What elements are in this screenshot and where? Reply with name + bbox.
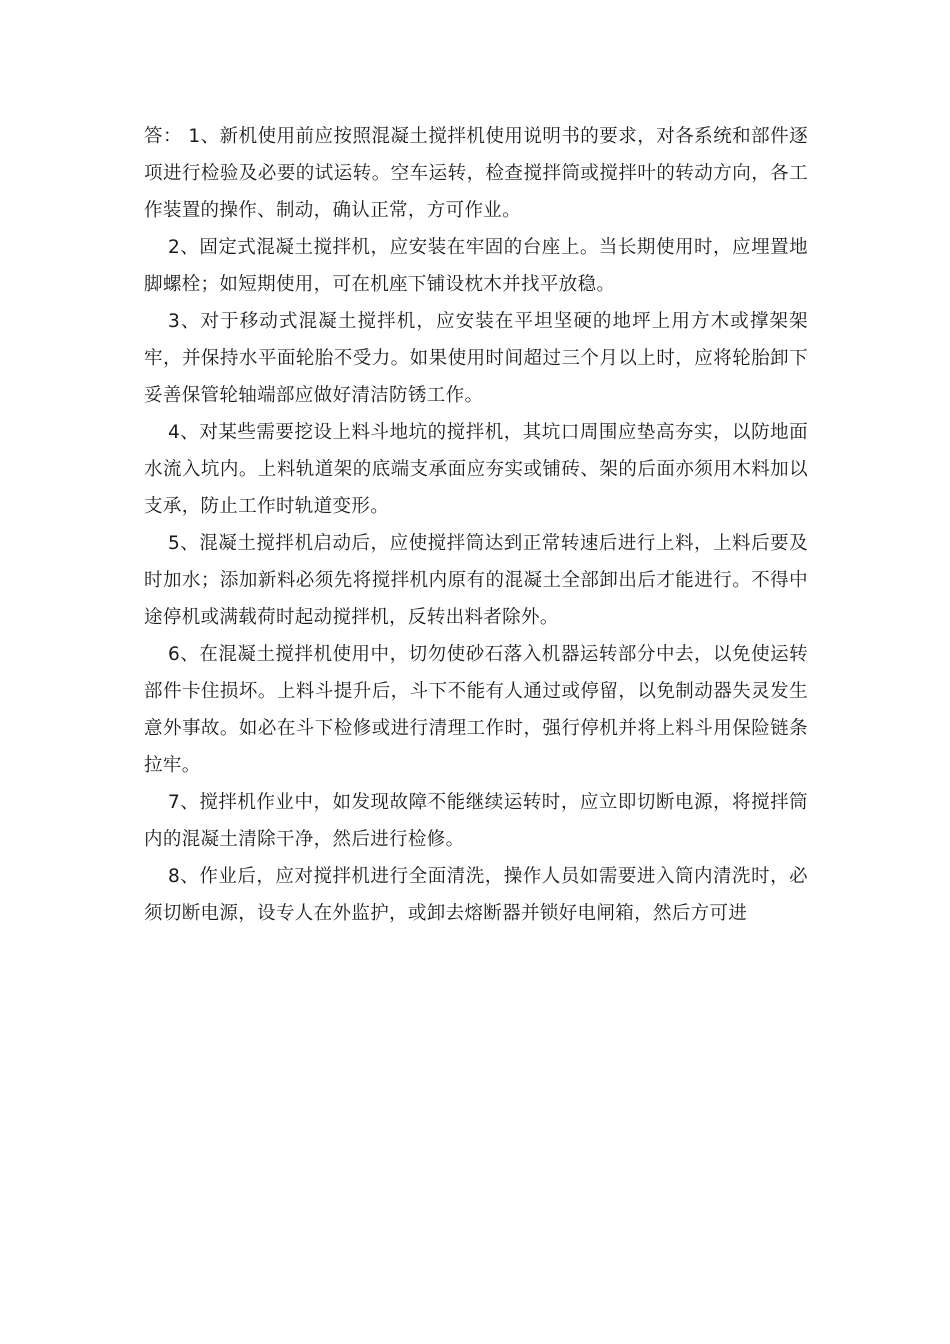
answer-paragraph-2: 2、固定式混凝土搅拌机，应安装在牢固的台座上。当长期使用时，应埋置地脚螺栓；如短期使用，可在机座下铺设枕木并找平放稳。: [144, 237, 808, 295]
answer-paragraph-4: 4、对某些需要挖设上料斗地坑的搅拌机，其坑口周围应垫高夯实，以防地面水流入坑内。上料轨道架的底端支承面应夯实或铺砖、架的后面亦须用木料加以支承，防止工作时轨道变形。: [144, 422, 808, 517]
answer-paragraph-1: 答： 1、新机使用前应按照混凝土搅拌机使用说明书的要求，对各系统和部件逐项进行检验及必要的试运转。空车运转，检查搅拌筒或搅拌叶的转动方向，各工作装置的操作、制动，确认正常，方可作业。: [144, 126, 808, 221]
answer-paragraph-3: 3、对于移动式混凝土搅拌机，应安装在平坦坚硬的地坪上用方木或撑架架牢，并保持水平面轮胎不受力。如果使用时间超过三个月以上时，应将轮胎卸下妥善保管轮轴端部应做好清洁防锈工作。: [144, 311, 808, 406]
answer-paragraph-6: 6、在混凝土搅拌机使用中，切勿使砂石落入机器运转部分中去，以免使运转部件卡住损坏。上料斗提升后，斗下不能有人通过或停留，以免制动器失灵发生意外事故。如必在斗下检修或进行清理工作时，强行停机并将上料斗用保险链条拉牢。: [144, 644, 808, 776]
answer-paragraph-7: 7、搅拌机作业中，如发现故障不能继续运转时，应立即切断电源，将搅拌筒内的混凝土清除干净，然后进行检修。: [144, 792, 808, 850]
answer-paragraph-8: 8、作业后，应对搅拌机进行全面清洗，操作人员如需要进入筒内清洗时，必须切断电源，设专人在外监护，或卸去熔断器并锁好电闸箱，然后方可进: [144, 866, 808, 924]
answer-body: [144, 118, 808, 932]
answer-paragraph-5: 5、混凝土搅拌机启动后，应使搅拌筒达到正常转速后进行上料，上料后要及时加水；添加新料必须先将搅拌机内原有的混凝土全部卸出后才能进行。不得中途停机或满载荷时起动搅拌机，反转出料者除外。: [144, 533, 808, 628]
